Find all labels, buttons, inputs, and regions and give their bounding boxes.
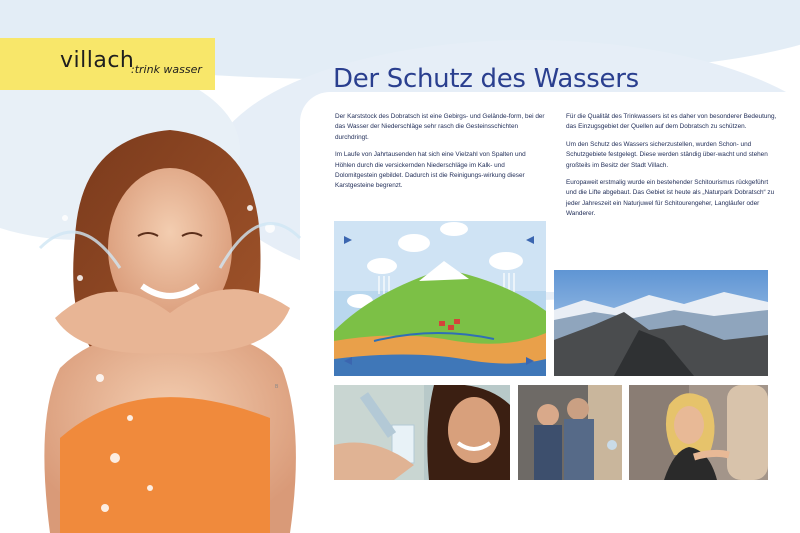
paragraph: Um den Schutz des Wassers sicherzustellen, wurden Schon- und Schutzgebiete festgelegt. Diese werden ständig über-wacht und stehen großteils im Besitz der Stadt Villach. [566, 140, 768, 169]
text-column-left [335, 112, 547, 199]
page-title: Der Schutz des Wassers [333, 64, 639, 94]
children-at-fountain-photo [518, 385, 622, 480]
paragraph: Europaweit erstmalig wurde ein bestehender Schitourismus rückgeführt und die Lifte abgebaut. Das Gebiet ist heute als „Naturpark Dobratsch“ zu jeder Jahreszeit ein Naturjuwel für Schitourengeher, Langläufer oder Wanderer. [566, 179, 775, 218]
brand-name: villach [60, 48, 135, 73]
karst-water-cycle-diagram [334, 221, 546, 376]
paragraph: Der Karststock des Dobratsch ist eine Gebirgs- und Gelände-form, bei der das Wasser der Niederschläge sehr rasch die Gesteinsschichten durchdringt. [335, 113, 545, 141]
photo-credit: B [275, 384, 279, 390]
woman-splashing-water-photo [20, 118, 310, 533]
woman-pouring-water-photo [334, 385, 510, 480]
paragraph: Für die Qualität des Trinkwassers ist es daher von besonderer Bedeutung, das Einzugsgebiet der Quellen auf dem Dobratsch zu schützen. [566, 113, 777, 131]
dobratsch-mountain-photo [554, 270, 768, 376]
brand-logo-bar [0, 38, 215, 90]
text-column-right [566, 112, 778, 227]
brand-tagline: :trink wasser [131, 63, 202, 76]
paragraph: Im Laufe von Jahrtausenden hat sich eine Vielzahl von Spalten und Höhlen durch die versickernden Niederschläge im Kalk- und Dolomitgestein gebildet. Dadurch ist die Reinigungs-wirkung dieser Karstgesteine begrenzt. [335, 151, 526, 190]
woman-drinking-at-fountain-photo [629, 385, 768, 480]
